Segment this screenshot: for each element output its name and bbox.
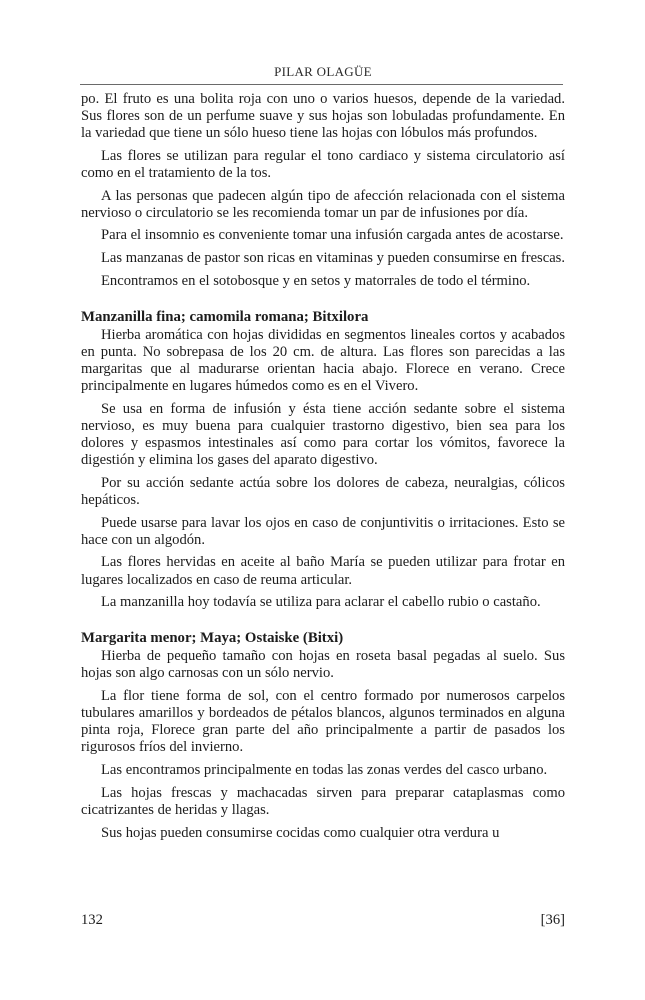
page-number: 132 [81,912,103,928]
paragraph: Las encontramos principalmente en todas las zonas verdes del casco urbano. [101,762,548,779]
paragraph: Por su acción sedante actúa sobre los dolores de cabeza, neuralgias, cólicos hepáticos. [81,474,565,508]
paragraph: A las personas que padecen algún tipo de afección relacionada con el sistema nervioso o circulatorio se les recomienda tomar un par de infusiones por día. [81,187,565,221]
paragraph: La manzanilla hoy todavía se utiliza para aclarar el cabello rubio o castaño. [101,594,541,611]
bracket-page-number: [36] [540,912,565,928]
paragraph: po. El fruto es una bolita roja con uno o varios huesos, depende de la variedad. Sus flores son de un perfume suave y sus hojas son lobuladas profundamente. En la variedad que tiene un sólo hueso tiene las hojas con lóbulos más profundos. [81,91,565,142]
paragraph: Hierba aromática con hojas divididas en segmentos lineales cortos y acabados en punta. No sobrepasa de los 20 cm. de altura. Las flores son parecidas a las margaritas que al madurarse orientan hacia abajo. Florece en verano. Crece principalmente en lugares húmedos como es en el Vivero. [81,326,565,395]
paragraph: Las flores se utilizan para regular el tono cardiaco y sistema circulatorio así como en el tratamiento de la tos. [81,147,565,181]
paragraph: Puede usarse para lavar los ojos en caso de conjuntivitis o irritaciones. Esto se hace con un algodón. [81,514,565,548]
paragraph: Las manzanas de pastor son ricas en vitaminas y pueden consumirse en frescas. [101,250,566,267]
header-rule [80,84,563,85]
paragraph: Hierba de pequeño tamaño con hojas en roseta basal pegadas al suelo. Sus hojas son algo carnosas con un sólo nervio. [81,648,565,682]
running-head: PILAR OLAGÜE [274,64,372,79]
body-text [81,91,565,847]
paragraph: Para el insomnio es conveniente tomar una infusión cargada antes de acostarse. [101,227,564,244]
paragraph: Encontramos en el sotobosque y en setos y matorrales de todo el término. [101,272,531,289]
section-heading-margarita: Margarita menor; Maya; Ostaiske (Bitxi) [81,630,344,647]
paragraph: Se usa en forma de infusión y ésta tiene acción sedante sobre el sistema nervioso, es muy buena para cualquier trastorno digestivo, bien sea para los dolores y espasmos intestinales así como para cortar los vómitos, favorece la digestión y elimina los gases del aparato digestivo. [81,400,565,469]
paragraph: Sus hojas pueden consumirse cocidas como cualquier otra verdura u [101,824,500,841]
paragraph: La flor tiene forma de sol, con el centro formado por numerosos carpelos tubulares amarillos y bordeados de pétalos blancos, algunos terminados en alguna pinta roja, Florece gran parte del año principalmente a partir de pasados los rigurosos fríos del invierno. [81,688,565,756]
paragraph: Las hojas frescas y machacadas sirven para preparar cataplasmas como cicatrizantes de heridas y llagas. [81,784,565,818]
section-heading-manzanilla: Manzanilla fina; camomila romana; Bitxilora [81,308,369,325]
paragraph: Las flores hervidas en aceite al baño María se pueden utilizar para frotar en lugares localizados en caso de reuma articular. [81,554,565,588]
